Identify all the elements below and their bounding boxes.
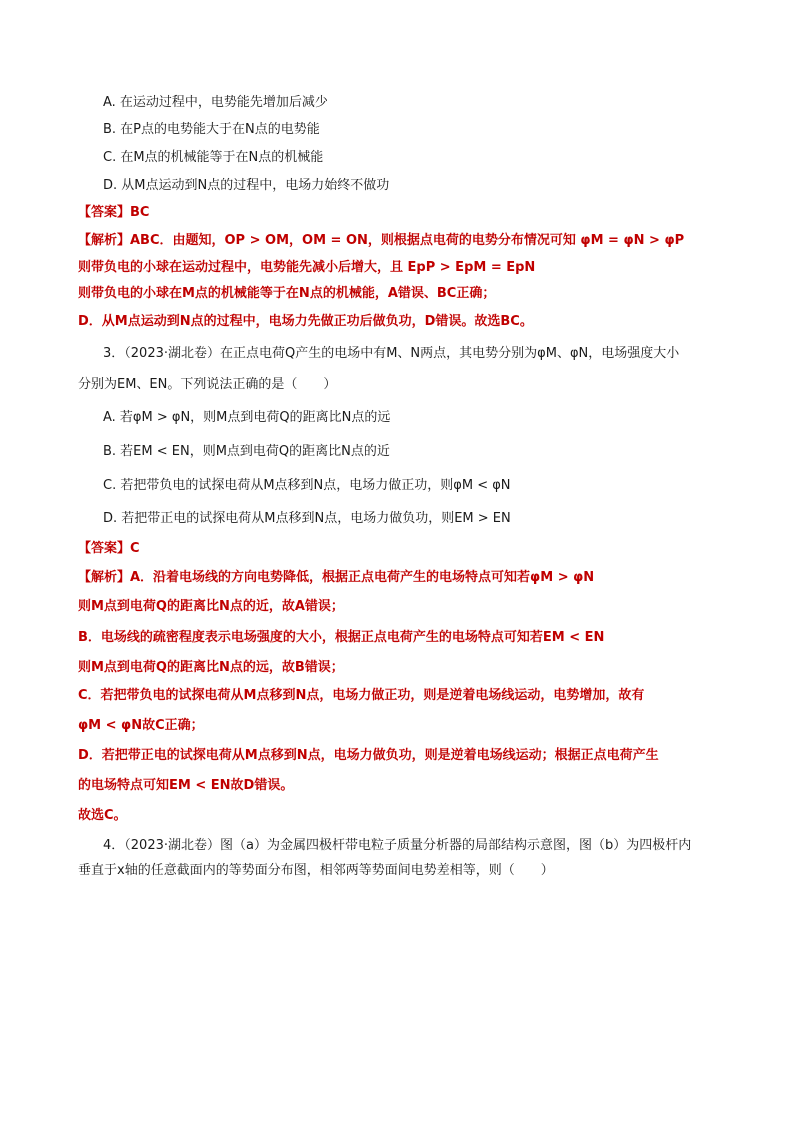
q3-option-a: A. 若φM > φN，则M点到电荷Q的距离比N点的远 bbox=[103, 410, 391, 425]
q2-option-c: C. 在M点的机械能等于在N点的机械能 bbox=[103, 150, 324, 165]
q3-answer: 【答案】C bbox=[78, 541, 140, 556]
q2-option-d: D. 从M点运动到N点的过程中，电场力始终不做功 bbox=[103, 178, 390, 193]
q3-option-b: B. 若EM < EN，则M点到电荷Q的距离比N点的近 bbox=[103, 444, 390, 459]
q2-answer: 【答案】BC bbox=[78, 205, 150, 220]
q3-analysis-line: B．电场线的疏密程度表示电场强度的大小，根据正点电荷产生的电场特点可知若EM < EN bbox=[78, 630, 605, 645]
q2-analysis-line: D．从M点运动到N点的过程中，电场力先做正功后做负功，D错误。故选BC。 bbox=[78, 314, 533, 329]
q4-stem-line: 垂直于x轴的任意截面内的等势面分布图，相邻两等势面间电势差相等，则（ ） bbox=[78, 863, 554, 878]
q3-analysis-line: 则M点到电荷Q的距离比N点的近，故A错误； bbox=[78, 599, 344, 614]
q3-analysis-line: 则M点到电荷Q的距离比N点的远，故B错误； bbox=[78, 660, 344, 675]
q3-stem-line: 3．（2023·湖北卷）在正点电荷Q产生的电场中有M、N两点，其电势分别为φM、φN，电场强度大小 bbox=[103, 346, 680, 361]
q2-option-b: B. 在P点的电势能大于在N点的电势能 bbox=[103, 122, 320, 137]
q2-analysis-line: 【解析】ABC．由题知，OP > OM，OM = ON，则根据点电荷的电势分布情况可知 φM = φN > φP bbox=[78, 233, 685, 248]
q3-option-c: C. 若把带负电的试探电荷从M点移到N点，电场力做正功，则φM < φN bbox=[103, 478, 511, 493]
q3-analysis-line: φM < φN故C正确； bbox=[78, 718, 204, 733]
q3-analysis-line: D．若把带正电的试探电荷从M点移到N点，电场力做负功，则是逆着电场线运动；根据正点电荷产生 bbox=[78, 748, 659, 763]
q3-stem-line: 分别为EM、EN。下列说法正确的是（ ） bbox=[78, 377, 337, 392]
q4-stem-line: 4．（2023·湖北卷）图（a）为金属四极杆带电粒子质量分析器的局部结构示意图，图（b）为四极杆内 bbox=[103, 838, 692, 853]
q3-analysis-line: 【解析】A．沿着电场线的方向电势降低，根据正点电荷产生的电场特点可知若φM > φN bbox=[78, 570, 595, 585]
q2-analysis-line: 则带负电的小球在M点的机械能等于在N点的机械能，A错误、BC正确； bbox=[78, 286, 496, 301]
q3-analysis-line: 故选C。 bbox=[78, 808, 127, 823]
q3-analysis-line: C．若把带负电的试探电荷从M点移到N点，电场力做正功，则是逆着电场线运动，电势增加，故有 bbox=[78, 688, 645, 703]
q3-option-d: D. 若把带正电的试探电荷从M点移到N点，电场力做负功，则EM > EN bbox=[103, 511, 511, 526]
q2-option-a: A. 在运动过程中，电势能先增加后减少 bbox=[103, 95, 328, 110]
q2-analysis-line: 则带负电的小球在运动过程中，电势能先减小后增大，且 EpP > EpM = EpN bbox=[78, 260, 536, 275]
q3-analysis-line: 的电场特点可知EM < EN故D错误。 bbox=[78, 778, 294, 793]
